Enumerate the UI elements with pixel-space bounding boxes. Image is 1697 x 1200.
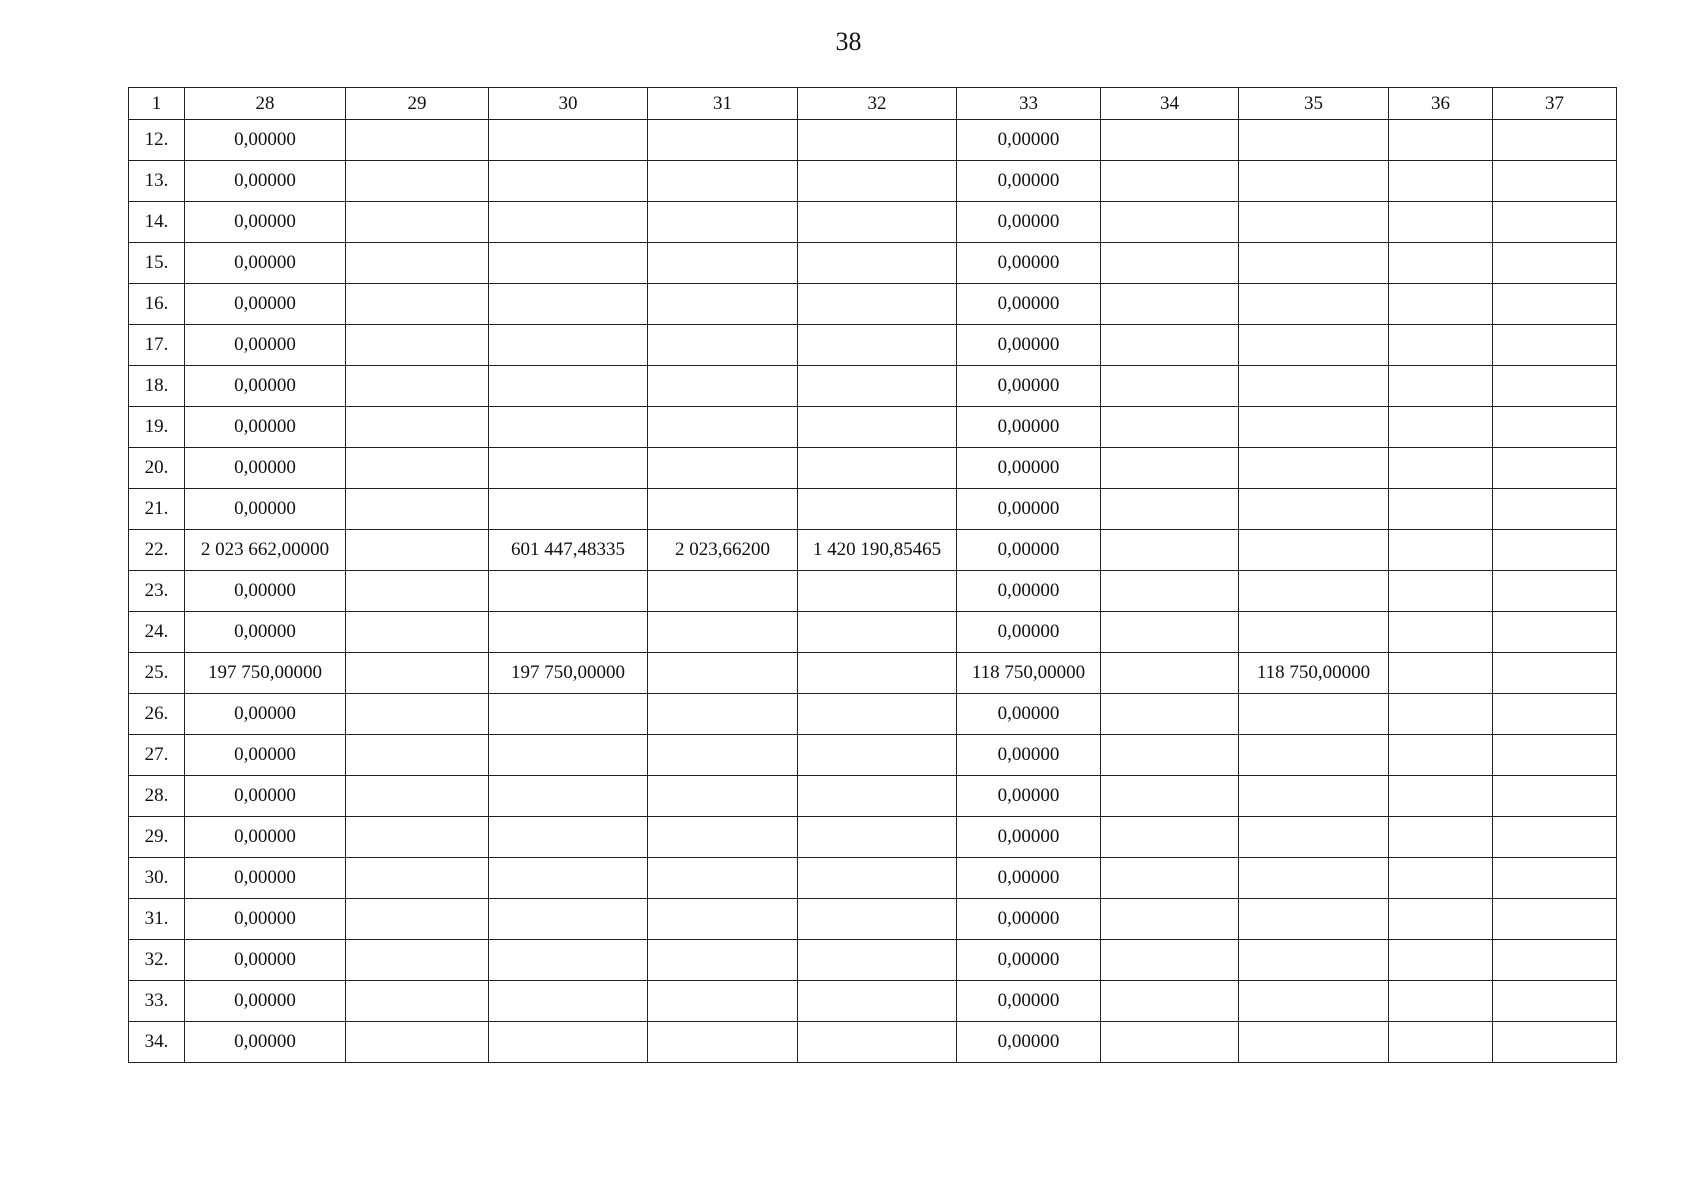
table-cell <box>1389 653 1493 694</box>
table-cell <box>1101 1022 1239 1063</box>
table-cell: 0,00000 <box>185 243 346 284</box>
table-cell <box>346 940 489 981</box>
table-cell <box>346 858 489 899</box>
table-row <box>129 325 1617 366</box>
table-cell: 0,00000 <box>185 981 346 1022</box>
table-cell <box>1389 571 1493 612</box>
table-cell <box>1239 817 1389 858</box>
table-cell <box>489 940 648 981</box>
table-cell: 0,00000 <box>957 858 1101 899</box>
row-number-cell: 18. <box>129 366 185 407</box>
table-cell: 0,00000 <box>957 612 1101 653</box>
column-header: 1 <box>129 88 185 120</box>
table-cell <box>1101 858 1239 899</box>
table-cell <box>346 1022 489 1063</box>
table-cell <box>798 448 957 489</box>
table-cell <box>648 735 798 776</box>
table-cell <box>1493 284 1617 325</box>
table-cell <box>798 981 957 1022</box>
table-cell <box>648 489 798 530</box>
table-cell <box>798 366 957 407</box>
table-cell: 0,00000 <box>185 366 346 407</box>
table-cell <box>798 571 957 612</box>
table-cell <box>1493 120 1617 161</box>
table-cell <box>489 776 648 817</box>
table-cell: 0,00000 <box>185 1022 346 1063</box>
table-cell: 0,00000 <box>957 899 1101 940</box>
table-cell <box>798 1022 957 1063</box>
table-cell <box>489 325 648 366</box>
table-cell <box>1101 202 1239 243</box>
table-cell <box>489 366 648 407</box>
table-cell: 0,00000 <box>185 735 346 776</box>
table-cell: 0,00000 <box>957 202 1101 243</box>
table-cell <box>1389 899 1493 940</box>
table-cell: 0,00000 <box>185 202 346 243</box>
table-cell <box>1239 284 1389 325</box>
row-number-cell: 24. <box>129 612 185 653</box>
table-cell <box>1239 489 1389 530</box>
table-row <box>129 940 1617 981</box>
table-cell <box>1389 202 1493 243</box>
table-cell <box>346 612 489 653</box>
table-cell <box>1389 448 1493 489</box>
table-cell <box>1389 694 1493 735</box>
table-cell <box>1389 981 1493 1022</box>
table-row <box>129 284 1617 325</box>
column-header: 29 <box>346 88 489 120</box>
table-row <box>129 407 1617 448</box>
table-row <box>129 612 1617 653</box>
row-number-cell: 31. <box>129 899 185 940</box>
table-row <box>129 243 1617 284</box>
table-cell <box>1239 366 1389 407</box>
table-row <box>129 366 1617 407</box>
table-cell <box>648 284 798 325</box>
table-cell <box>648 448 798 489</box>
table-cell <box>1239 776 1389 817</box>
table-cell: 0,00000 <box>957 243 1101 284</box>
row-number-cell: 13. <box>129 161 185 202</box>
table-cell <box>798 735 957 776</box>
table-cell <box>648 243 798 284</box>
table-cell <box>346 653 489 694</box>
table-row <box>129 899 1617 940</box>
table-cell <box>346 489 489 530</box>
table-cell: 0,00000 <box>957 407 1101 448</box>
table-row <box>129 161 1617 202</box>
table-cell <box>798 161 957 202</box>
column-header: 36 <box>1389 88 1493 120</box>
table-cell <box>1239 243 1389 284</box>
table-cell: 0,00000 <box>185 489 346 530</box>
table-cell <box>1389 940 1493 981</box>
row-number-cell: 26. <box>129 694 185 735</box>
table-cell <box>1493 407 1617 448</box>
table-cell <box>1389 325 1493 366</box>
row-number-cell: 15. <box>129 243 185 284</box>
table-cell <box>1239 858 1389 899</box>
table-cell <box>1493 366 1617 407</box>
table-cell <box>489 981 648 1022</box>
table-cell <box>1101 571 1239 612</box>
column-header: 31 <box>648 88 798 120</box>
table-cell <box>798 612 957 653</box>
table-cell <box>346 817 489 858</box>
table-cell <box>1239 571 1389 612</box>
table-cell <box>648 899 798 940</box>
table-cell: 0,00000 <box>185 858 346 899</box>
table-cell <box>1239 612 1389 653</box>
table-cell <box>346 243 489 284</box>
row-number-cell: 32. <box>129 940 185 981</box>
table-cell <box>648 612 798 653</box>
table-cell <box>489 571 648 612</box>
table-cell <box>1493 653 1617 694</box>
table-cell <box>798 284 957 325</box>
table-body <box>129 120 1617 1063</box>
table-row <box>129 448 1617 489</box>
table-cell <box>489 407 648 448</box>
table-cell: 0,00000 <box>957 694 1101 735</box>
table-cell <box>1101 653 1239 694</box>
table-cell <box>1101 243 1239 284</box>
table-cell <box>346 325 489 366</box>
table-cell <box>1389 612 1493 653</box>
table-cell <box>346 981 489 1022</box>
table-cell: 0,00000 <box>185 161 346 202</box>
table-cell <box>489 243 648 284</box>
table-cell <box>1101 284 1239 325</box>
column-header: 33 <box>957 88 1101 120</box>
table-cell <box>1389 489 1493 530</box>
table-cell: 0,00000 <box>185 776 346 817</box>
table-cell <box>1493 899 1617 940</box>
table-cell <box>1389 735 1493 776</box>
table-cell <box>489 694 648 735</box>
table-cell <box>798 243 957 284</box>
table-cell: 0,00000 <box>957 817 1101 858</box>
table-cell <box>1493 161 1617 202</box>
table-cell <box>489 202 648 243</box>
column-header: 32 <box>798 88 957 120</box>
table-cell <box>346 448 489 489</box>
table-cell: 0,00000 <box>957 776 1101 817</box>
table-cell: 0,00000 <box>957 1022 1101 1063</box>
table-cell <box>1101 366 1239 407</box>
table-cell: 0,00000 <box>185 694 346 735</box>
page-number: 38 <box>835 27 862 56</box>
table-cell <box>1239 448 1389 489</box>
table-cell <box>1389 1022 1493 1063</box>
table-cell <box>1239 1022 1389 1063</box>
column-header: 37 <box>1493 88 1617 120</box>
table-cell: 0,00000 <box>957 735 1101 776</box>
table-cell: 0,00000 <box>185 612 346 653</box>
table-cell <box>1101 694 1239 735</box>
row-number-cell: 22. <box>129 530 185 571</box>
table-cell <box>1239 735 1389 776</box>
table-cell <box>1493 612 1617 653</box>
table-cell <box>1493 325 1617 366</box>
row-number-cell: 28. <box>129 776 185 817</box>
row-number-cell: 12. <box>129 120 185 161</box>
table-cell <box>1493 571 1617 612</box>
table-cell <box>648 407 798 448</box>
table-cell: 0,00000 <box>185 571 346 612</box>
table-cell: 0,00000 <box>957 284 1101 325</box>
table-cell <box>1101 325 1239 366</box>
table-cell <box>1101 981 1239 1022</box>
table-cell <box>648 817 798 858</box>
table-cell <box>1493 981 1617 1022</box>
row-number-cell: 16. <box>129 284 185 325</box>
table-row <box>129 1022 1617 1063</box>
table-cell <box>346 161 489 202</box>
table-cell: 0,00000 <box>185 817 346 858</box>
table-cell <box>1389 120 1493 161</box>
table-cell <box>798 489 957 530</box>
table-cell <box>1239 530 1389 571</box>
table-row <box>129 981 1617 1022</box>
table-cell <box>1493 735 1617 776</box>
table-cell <box>346 284 489 325</box>
table-cell <box>648 325 798 366</box>
row-number-cell: 19. <box>129 407 185 448</box>
table-cell <box>346 366 489 407</box>
table-cell <box>1101 735 1239 776</box>
table-cell <box>1101 407 1239 448</box>
table-cell <box>346 407 489 448</box>
table-cell <box>1101 489 1239 530</box>
table-cell <box>648 858 798 899</box>
row-number-cell: 33. <box>129 981 185 1022</box>
table-cell <box>798 940 957 981</box>
table-cell <box>648 120 798 161</box>
table-cell <box>489 1022 648 1063</box>
table-cell <box>648 366 798 407</box>
table-row <box>129 694 1617 735</box>
table-cell <box>798 120 957 161</box>
table-cell: 0,00000 <box>957 571 1101 612</box>
table-cell <box>1101 120 1239 161</box>
table-cell <box>1389 161 1493 202</box>
row-number-cell: 21. <box>129 489 185 530</box>
table-cell: 0,00000 <box>957 366 1101 407</box>
table-cell <box>1389 366 1493 407</box>
table-cell <box>1101 448 1239 489</box>
table-cell <box>1239 407 1389 448</box>
table-cell <box>648 694 798 735</box>
table-cell <box>798 694 957 735</box>
table-cell <box>489 161 648 202</box>
table-cell <box>1239 120 1389 161</box>
table-cell: 0,00000 <box>185 284 346 325</box>
table-cell: 0,00000 <box>957 161 1101 202</box>
table-cell: 0,00000 <box>185 325 346 366</box>
column-header: 34 <box>1101 88 1239 120</box>
table-cell <box>1101 612 1239 653</box>
table-cell <box>798 899 957 940</box>
table-cell <box>1101 530 1239 571</box>
table-cell <box>1493 694 1617 735</box>
table-cell <box>1493 202 1617 243</box>
column-header: 30 <box>489 88 648 120</box>
table-cell <box>1101 161 1239 202</box>
row-number-cell: 17. <box>129 325 185 366</box>
table-cell: 0,00000 <box>185 120 346 161</box>
table-cell <box>346 571 489 612</box>
table-cell <box>489 899 648 940</box>
table-cell <box>648 161 798 202</box>
table-cell <box>648 940 798 981</box>
table-cell: 0,00000 <box>957 981 1101 1022</box>
table-row <box>129 202 1617 243</box>
table-cell <box>489 448 648 489</box>
table-cell: 197 750,00000 <box>489 653 648 694</box>
table-cell <box>1389 284 1493 325</box>
table-cell <box>1239 899 1389 940</box>
table-cell <box>1389 858 1493 899</box>
table-cell <box>648 776 798 817</box>
table-cell <box>798 653 957 694</box>
table-cell <box>1389 243 1493 284</box>
table-cell: 0,00000 <box>957 120 1101 161</box>
table-cell <box>1239 161 1389 202</box>
table-cell: 0,00000 <box>957 530 1101 571</box>
table-cell: 0,00000 <box>957 489 1101 530</box>
row-number-cell: 25. <box>129 653 185 694</box>
table-cell: 1 420 190,85465 <box>798 530 957 571</box>
table-cell <box>648 653 798 694</box>
table-cell <box>798 407 957 448</box>
table-cell <box>1101 940 1239 981</box>
table-header <box>129 88 1617 120</box>
table-cell <box>489 120 648 161</box>
table-row <box>129 776 1617 817</box>
table-cell <box>648 1022 798 1063</box>
table-row <box>129 735 1617 776</box>
table-cell: 118 750,00000 <box>957 653 1101 694</box>
table-cell: 2 023 662,00000 <box>185 530 346 571</box>
table-cell <box>798 202 957 243</box>
table-cell <box>346 120 489 161</box>
table-cell: 197 750,00000 <box>185 653 346 694</box>
row-number-cell: 30. <box>129 858 185 899</box>
table-cell <box>346 735 489 776</box>
table-cell: 0,00000 <box>185 407 346 448</box>
table-row <box>129 120 1617 161</box>
table-row <box>129 653 1617 694</box>
row-number-cell: 29. <box>129 817 185 858</box>
table-cell: 2 023,66200 <box>648 530 798 571</box>
table-row <box>129 530 1617 571</box>
table-cell <box>798 817 957 858</box>
table-cell <box>798 325 957 366</box>
table-cell: 0,00000 <box>185 448 346 489</box>
row-number-cell: 23. <box>129 571 185 612</box>
table-cell <box>1239 694 1389 735</box>
table-cell <box>1389 407 1493 448</box>
row-number-cell: 27. <box>129 735 185 776</box>
table-cell <box>798 858 957 899</box>
table-cell <box>489 735 648 776</box>
table-row <box>129 817 1617 858</box>
data-table <box>128 87 1617 1063</box>
table-cell: 0,00000 <box>957 940 1101 981</box>
table-cell: 0,00000 <box>957 448 1101 489</box>
table-cell <box>1239 981 1389 1022</box>
column-header: 28 <box>185 88 346 120</box>
table-cell <box>489 817 648 858</box>
table-row <box>129 489 1617 530</box>
row-number-cell: 14. <box>129 202 185 243</box>
table-cell <box>346 776 489 817</box>
table-cell <box>346 694 489 735</box>
table-cell <box>1493 530 1617 571</box>
table-cell <box>798 776 957 817</box>
table-cell <box>489 858 648 899</box>
table-cell <box>1493 489 1617 530</box>
table-cell <box>489 489 648 530</box>
table-cell <box>1239 940 1389 981</box>
table-cell <box>346 530 489 571</box>
table-cell <box>648 202 798 243</box>
table-cell <box>1493 817 1617 858</box>
table-cell <box>1493 448 1617 489</box>
table-cell <box>1389 776 1493 817</box>
table-cell: 0,00000 <box>185 940 346 981</box>
table-cell <box>648 571 798 612</box>
table-cell <box>346 899 489 940</box>
table-cell <box>489 612 648 653</box>
row-number-cell: 20. <box>129 448 185 489</box>
row-number-cell: 34. <box>129 1022 185 1063</box>
table-cell <box>1493 940 1617 981</box>
table-cell <box>1493 243 1617 284</box>
header-row <box>129 88 1617 120</box>
table-cell <box>1493 776 1617 817</box>
column-header: 35 <box>1239 88 1389 120</box>
table-row <box>129 571 1617 612</box>
table-cell <box>1239 202 1389 243</box>
table-cell <box>1493 1022 1617 1063</box>
table-cell <box>648 981 798 1022</box>
table-cell <box>1493 858 1617 899</box>
table-row <box>129 858 1617 899</box>
table-cell <box>1101 817 1239 858</box>
table-cell <box>1101 776 1239 817</box>
table-cell: 0,00000 <box>185 899 346 940</box>
table-cell <box>489 284 648 325</box>
table-cell <box>1101 899 1239 940</box>
table-cell <box>1389 530 1493 571</box>
table-cell: 118 750,00000 <box>1239 653 1389 694</box>
table-cell: 601 447,48335 <box>489 530 648 571</box>
table-cell <box>346 202 489 243</box>
table-cell <box>1239 325 1389 366</box>
table-cell <box>1389 817 1493 858</box>
table-cell: 0,00000 <box>957 325 1101 366</box>
